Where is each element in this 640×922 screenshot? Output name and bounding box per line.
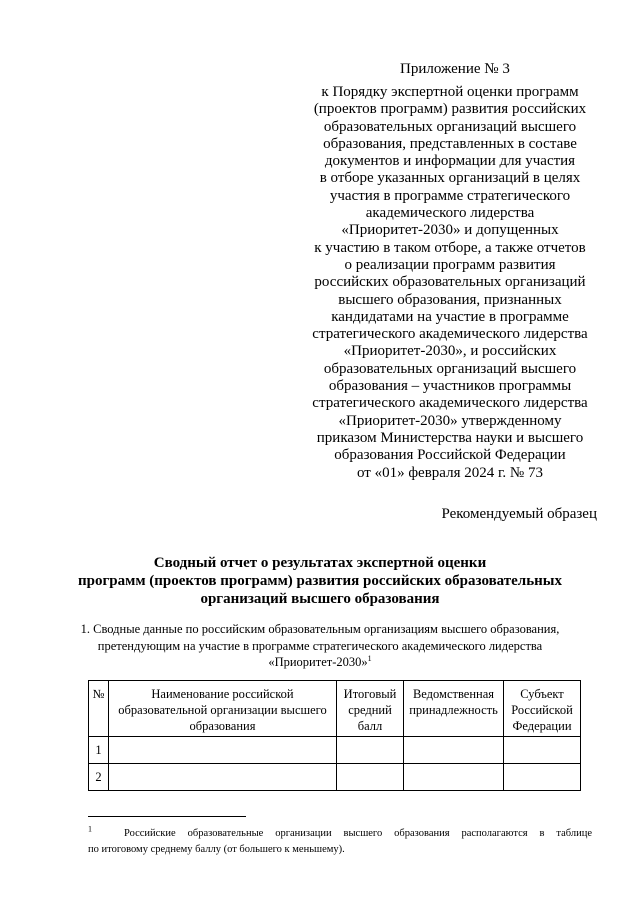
organization-name-cell[interactable] [109,737,337,764]
appendix-line: образования, представленных в составе [323,135,577,152]
appendix-line: от «01» февраля 2024 г. № 73 [356,464,543,481]
footnote-mark: 1 [88,824,92,834]
region-cell[interactable] [504,737,581,764]
appendix-line: к участию в таком отборе, а также отчетов [314,239,586,256]
appendix-line: приказом Министерства науки и высшего [316,429,584,446]
footnote-divider [88,816,246,817]
section-heading-priority: «Приоритет-2030» [268,655,368,669]
appendix-line: образовательных организаций высшего [323,118,577,135]
table-row [89,737,581,764]
appendix-line: в отборе указанных организаций в целях [319,170,581,187]
header-average-score: Итоговый средний балл [337,681,404,737]
header-region: Субъект Российской Федерации [504,681,581,737]
section-heading-line [40,654,600,671]
region-cell[interactable] [504,764,581,791]
report-title-line: организаций высшего образования [200,591,440,607]
appendix-line: участия в программе стратегического [329,187,571,204]
footnote-line [88,826,592,842]
appendix-line: академического лидерства [365,205,535,222]
appendix-line: образовательных организаций высшего [323,360,577,377]
appendix-line: высшего образования, признанных [338,291,562,308]
footnote-text-1: Российские образовательные организации высшего образования располагаются в таблице [124,828,592,839]
appendix-line: российских образовательных организаций [314,274,586,291]
table-header-row [89,681,581,737]
report-title-line: Сводный отчет о результатах экспертной оценки [153,555,487,571]
row-number: 1 [89,737,109,764]
section-heading-line: 1. Сводные данные по российским образовательным организациям высшего образования, [80,622,560,636]
header-department: Ведомственная принадлежность [404,681,504,737]
footnote [88,826,592,858]
department-cell[interactable] [404,764,504,791]
appendix-line: к Порядку экспертной оценки программ [321,84,579,100]
average-score-cell[interactable] [337,737,404,764]
appendix-title: Приложение № 3 [400,61,510,77]
appendix-line: кандидатами на участие в программе [331,308,569,325]
appendix-line: о реализации программ развития [344,256,556,273]
report-title-line: программ (проектов программ) развития российских образовательных [77,573,563,589]
section-heading-line: претендующим на участие в программе стратегического академического лидерства [97,638,543,653]
header-organization-name: Наименование российской образовательной организации высшего образования [109,681,337,737]
appendix-line: образования Российской Федерации [334,447,566,464]
appendix-line: стратегического академического лидерства [312,326,588,343]
report-title [40,554,600,608]
section-heading [40,621,600,671]
appendix-line: образования – участников программы [328,378,572,395]
row-number: 2 [89,764,109,791]
organization-name-cell[interactable] [109,764,337,791]
appendix-line: документов и информации для участия [324,153,576,170]
summary-table [88,680,581,791]
average-score-cell[interactable] [337,764,404,791]
recommended-sample-note: Рекомендуемый образец [441,506,597,522]
header-number: № [89,681,109,737]
appendix-description [300,84,600,482]
footnote-text-2: по итоговому среднему баллу (от большего к меньшему). [88,844,345,855]
appendix-line: стратегического академического лидерства [312,395,588,412]
appendix-line: «Приоритет-2030» и допущенных [341,222,559,239]
appendix-line: (проектов программ) развития российских [313,101,587,118]
table-row [89,764,581,791]
department-cell[interactable] [404,737,504,764]
footnote-reference: 1 [367,653,372,663]
appendix-line: «Приоритет-2030», и российских [343,343,557,360]
appendix-line: «Приоритет-2030» утвержденному [338,412,562,429]
